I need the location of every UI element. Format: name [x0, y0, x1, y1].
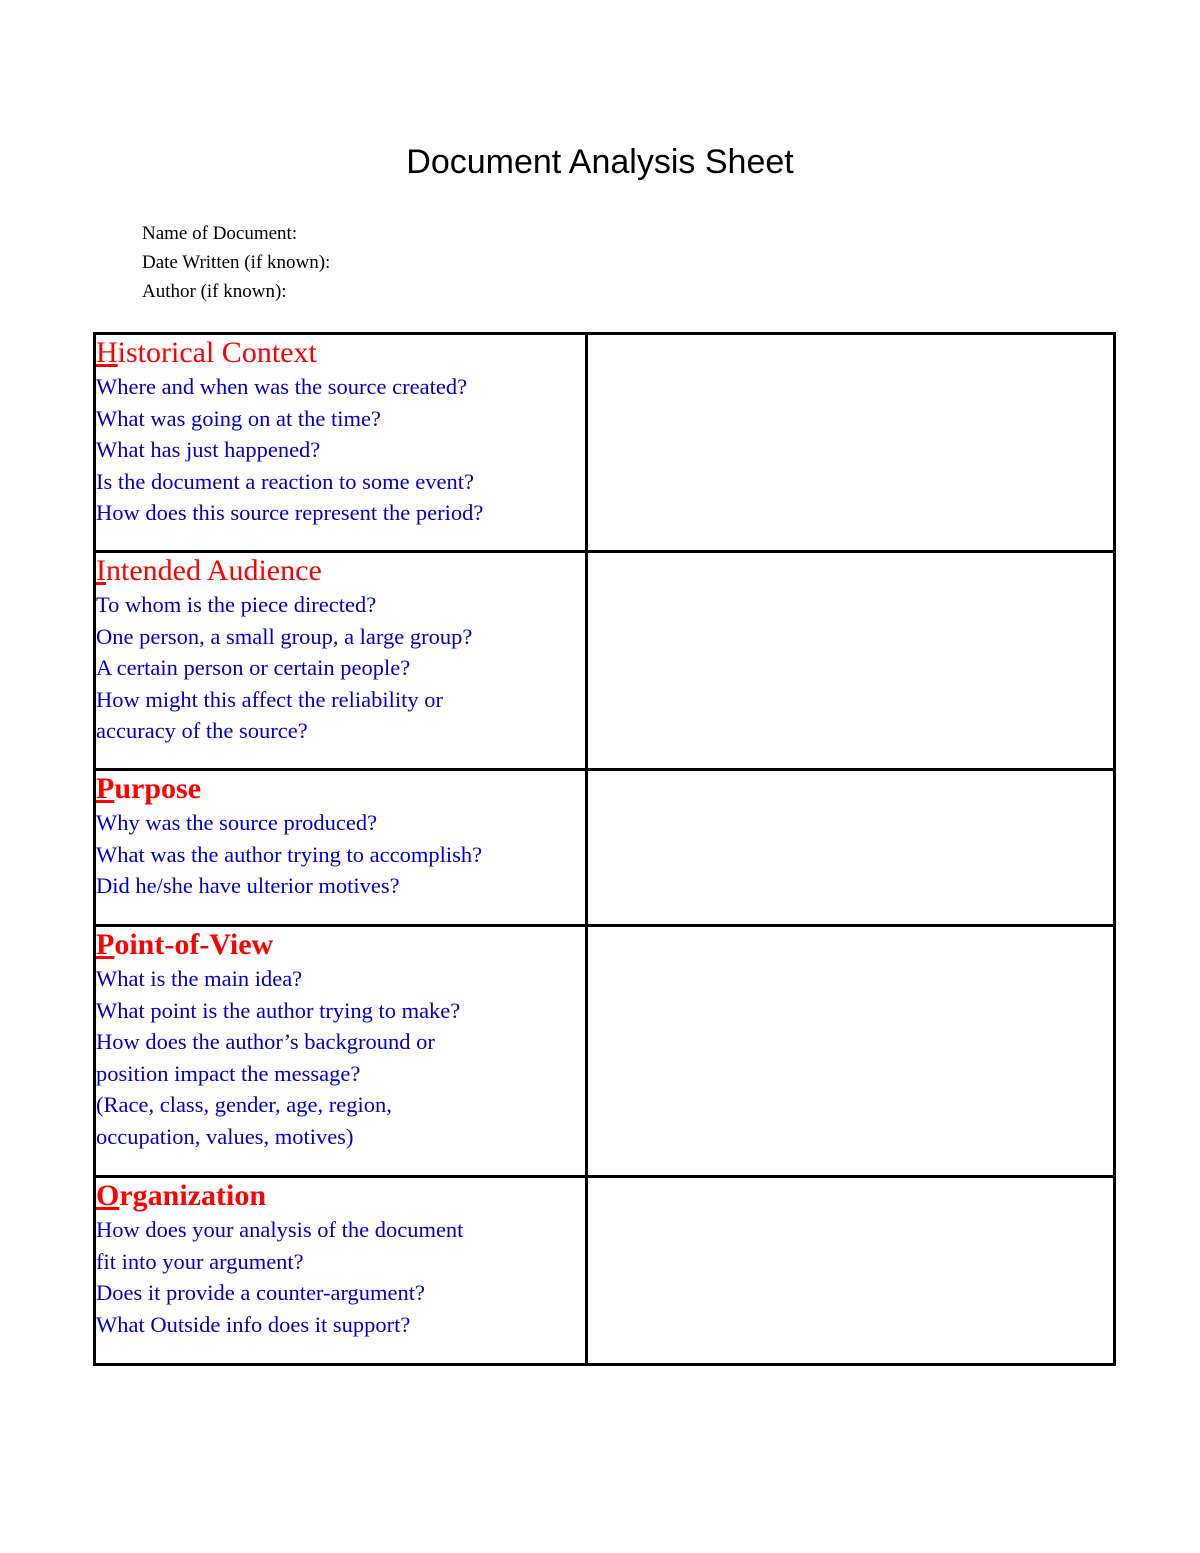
heading-initial: O: [96, 1179, 120, 1212]
question: Why was the source produced?: [96, 810, 378, 835]
question: How does your analysis of the document: [96, 1217, 464, 1242]
heading-initial: I: [96, 554, 106, 587]
question: Where and when was the source created?: [96, 374, 468, 399]
question: What is the main idea?: [96, 966, 303, 991]
heading-rest: oint-of-View: [114, 928, 274, 961]
question: Did he/she have ulterior motives?: [96, 873, 400, 898]
organization-prompt-cell: [95, 1177, 587, 1365]
purpose-prompt-cell: [95, 770, 587, 926]
heading-rest: rganization: [119, 1179, 267, 1212]
section-heading-intended-audience: [96, 553, 585, 589]
heading-initial: P: [96, 928, 115, 961]
table-row-purpose: [95, 770, 1115, 926]
historical-context-answer-cell[interactable]: [587, 334, 1115, 552]
question: How might this affect the reliability or: [96, 686, 444, 712]
question: To whom is the piece directed?: [96, 592, 377, 617]
analysis-table: [93, 332, 1116, 1366]
purpose-answer-cell[interactable]: [587, 770, 1115, 926]
question: What was going on at the time?: [96, 405, 381, 431]
question: What point is the author trying to make?: [96, 997, 461, 1023]
section-heading-point-of-view: [96, 927, 585, 963]
section-heading-historical-context: [96, 335, 585, 371]
name-of-document-label: Name of Document:: [142, 223, 298, 244]
question: How does this source represent the period?: [96, 500, 484, 525]
heading-rest: urpose: [114, 772, 202, 805]
heading-initial: H: [96, 336, 118, 369]
intended-audience-answer-cell[interactable]: [587, 552, 1115, 770]
table-row-intended-audience: [95, 552, 1115, 770]
question: (Race, class, gender, age, region,: [96, 1092, 392, 1117]
point-of-view-prompt-cell: [95, 926, 587, 1177]
heading-rest: istorical Context: [117, 336, 317, 369]
question: What has just happened?: [96, 437, 321, 462]
question: occupation, values, motives): [96, 1123, 354, 1149]
question: accuracy of the source?: [96, 718, 308, 743]
author-label: Author (if known):: [142, 281, 287, 302]
table-row-organization: [95, 1177, 1115, 1365]
question: How does the author’s background or: [96, 1029, 435, 1054]
question: What Outside info does it support?: [96, 1311, 411, 1337]
question: Is the document a reaction to some event?: [96, 468, 474, 494]
intended-audience-prompt-cell: [95, 552, 587, 770]
section-heading-purpose: [96, 771, 585, 807]
date-written-label: Date Written (if known):: [142, 252, 331, 273]
organization-answer-cell[interactable]: [587, 1177, 1115, 1365]
question: A certain person or certain people?: [96, 655, 411, 680]
heading-initial: P: [96, 772, 115, 805]
section-heading-organization: [96, 1178, 585, 1214]
heading-rest: ntended Audience: [106, 554, 322, 587]
question: Does it provide a counter-argument?: [96, 1280, 426, 1305]
document-meta-fields: [142, 219, 330, 306]
question: position impact the message?: [96, 1060, 361, 1086]
point-of-view-answer-cell[interactable]: [587, 926, 1115, 1177]
historical-context-prompt-cell: [95, 334, 587, 552]
question: What was the author trying to accomplish?: [96, 841, 483, 867]
question: fit into your argument?: [96, 1248, 304, 1274]
table-row-historical-context: [95, 334, 1115, 552]
question: One person, a small group, a large group?: [96, 623, 473, 649]
page-title: Document Analysis Sheet: [406, 143, 794, 181]
table-row-point-of-view: [95, 926, 1115, 1177]
